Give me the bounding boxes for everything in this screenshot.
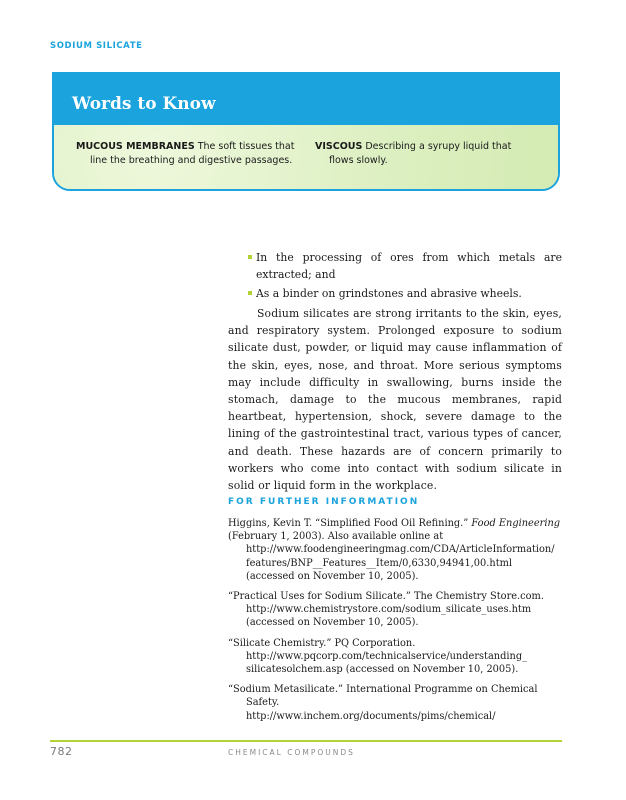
reference-url-line: http://www.foodengineeringmag.com/CDA/ArticleInformation/ (246, 544, 555, 556)
bullet-text: In the processing of ores from which metals are extracted; and (256, 251, 562, 282)
reference-author-title: Higgins, Kevin T. “Simplified Food Oil Refining.” (228, 518, 472, 529)
footer-book-title: CHEMICAL COMPOUNDS (228, 748, 355, 757)
bullet-icon (248, 291, 252, 295)
glossary-term-definition-cont: line the breathing and digestive passages. (90, 155, 293, 166)
reference-citation-cont: Safety. (246, 697, 280, 709)
reference-citation (228, 517, 562, 543)
glossary-term-definition-cont: flows slowly. (329, 155, 388, 166)
reference-url-line: features/BNP__Features__Item/0,6330,94941,00.html (246, 557, 513, 569)
reference-url-line: http://www.chemistrystore.com/sodium_silicate_uses.htm (246, 604, 532, 616)
page-number: 782 (50, 745, 73, 758)
bullet-item (228, 285, 562, 302)
reference-accessed: (accessed on November 10, 2005). (246, 570, 419, 582)
bullet-list (228, 249, 562, 305)
reference-citation: “Sodium Metasilicate.” International Programme on Chemical (228, 684, 538, 696)
reference-url-line: http://www.pqcorp.com/technicalservice/understanding_ (246, 650, 528, 662)
reference-date: (February 1, 2003). Also available online at (228, 531, 444, 543)
reference-item (228, 683, 562, 723)
reference-citation: “Practical Uses for Sodium Silicate.” The Chemistry Store.com. (228, 591, 544, 603)
glossary-term-name: MUCOUS MEMBRANES (76, 141, 195, 152)
reference-item (228, 590, 562, 630)
bullet-text: As a binder on grindstones and abrasive wheels. (256, 287, 522, 301)
footer-divider (50, 740, 562, 742)
reference-publication: Food Engineering (471, 518, 561, 529)
reference-citation: “Silicate Chemistry.” PQ Corporation. (228, 637, 416, 649)
reference-item (228, 637, 562, 677)
words-to-know-body (54, 125, 558, 191)
words-to-know-box (52, 72, 560, 191)
bullet-item (228, 249, 562, 283)
glossary-term (76, 140, 316, 168)
further-info-heading: FOR FURTHER INFORMATION (228, 497, 420, 507)
reference-item (228, 517, 562, 583)
body-paragraph: Sodium silicates are strong irritants to the skin, eyes, and respiratory system. Prolonged exposure to sodium silicate dust, powder, or liquid may cause inflammation of the skin, eyes, nose, and throat. More serious symptoms may include difficulty in swallowing, burns inside the stomach, damage to the mucous membranes, rapid heartbeat, hypertension, shock, severe damage to the lining of the gastrointestinal tract, various types of cancer, and death. These hazards are of concern primarily to workers who come into contact with sodium silicate in solid or liquid form in the workplace. (228, 307, 562, 493)
reference-url-line: http://www.inchem.org/documents/pims/chemical/ (246, 710, 496, 722)
reference-list (228, 517, 562, 730)
reference-url-line: silicatesolchem.asp (accessed on November 10, 2005). (246, 664, 519, 676)
words-to-know-title: Words to Know (54, 74, 558, 125)
glossary-term-name: VISCOUS (315, 141, 363, 152)
glossary-term-definition: The soft tissues that (194, 141, 295, 152)
bullet-icon (248, 255, 252, 259)
running-head: SODIUM SILICATE (50, 41, 143, 51)
glossary-term (315, 140, 545, 168)
reference-accessed: (accessed on November 10, 2005). (246, 617, 419, 629)
glossary-term-definition: Describing a syrupy liquid that (362, 141, 512, 152)
